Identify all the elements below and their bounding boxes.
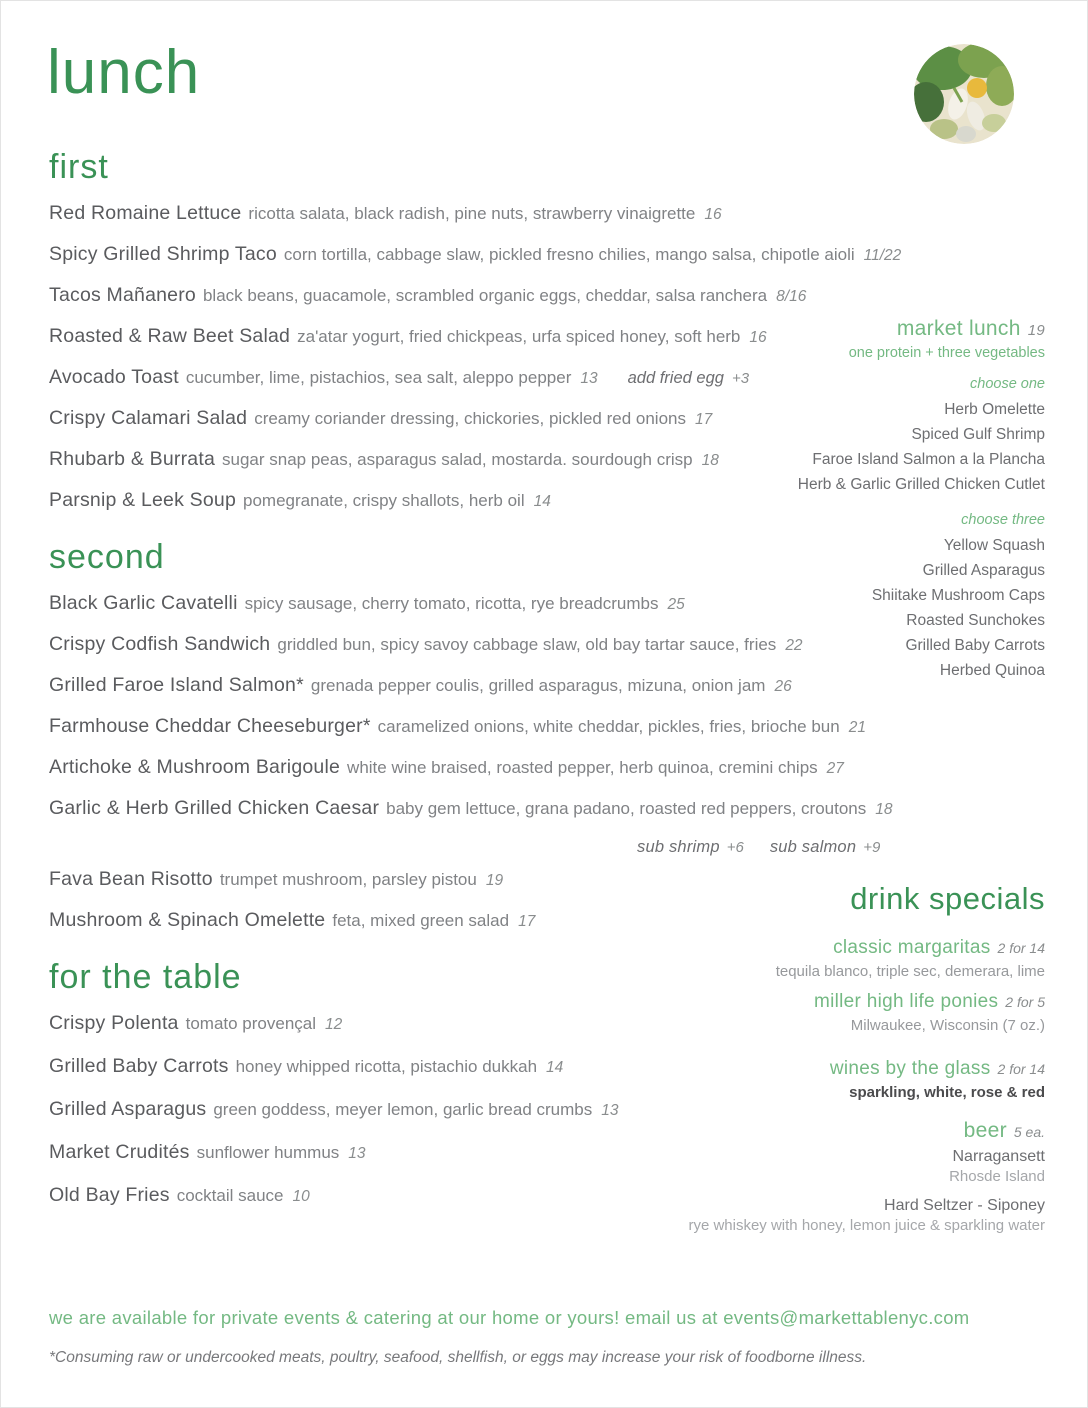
- page-title: lunch: [47, 38, 201, 107]
- item-name: Farmhouse Cheddar Cheeseburger*: [49, 715, 371, 737]
- menu-item: [49, 1011, 618, 1037]
- item-price: 11/22: [863, 247, 902, 264]
- drink-price: 2 for 14: [997, 1061, 1045, 1077]
- item-name: Fava Bean Risotto: [49, 868, 213, 890]
- vegetable-option: Grilled Asparagus: [922, 562, 1045, 579]
- market-lunch-title: market lunch: [896, 317, 1021, 340]
- item-price: 21: [848, 719, 866, 736]
- item-desc: honey whipped ricotta, pistachio dukkah: [235, 1057, 538, 1076]
- item-desc: griddled bun, spicy savoy cabbage slaw, old bay tartar sauce, fries: [277, 635, 777, 654]
- protein-option: Spiced Gulf Shrimp: [911, 426, 1045, 443]
- item-addon-label: add fried egg: [627, 369, 724, 387]
- item-desc: feta, mixed green salad: [332, 911, 510, 930]
- item-desc: cucumber, lime, pistachios, sea salt, aleppo pepper: [185, 368, 572, 387]
- section-for-the-table: [49, 957, 618, 1226]
- vegetable-option: Roasted Sunchokes: [906, 612, 1045, 629]
- item-name: Grilled Asparagus: [49, 1098, 207, 1120]
- drink-desc: Milwaukee, Wisconsin (7 oz.): [850, 1017, 1045, 1034]
- vegetable-option: Shiitake Mushroom Caps: [871, 587, 1045, 604]
- menu-item: [49, 755, 892, 781]
- catering-text: we are available for private events & catering at our home or yours! email us at: [49, 1307, 718, 1328]
- section-heading-second: second: [49, 538, 165, 576]
- item-price: 27: [826, 760, 844, 777]
- item-desc: sunflower hummus: [196, 1143, 340, 1162]
- item-desc: za'atar yogurt, fried chickpeas, urfa spiced honey, soft herb: [297, 327, 741, 346]
- item-price: 18: [701, 452, 719, 469]
- menu-item: [49, 632, 892, 658]
- substitution-options: [637, 837, 892, 858]
- menu-item: [49, 673, 892, 699]
- item-name: Crispy Polenta: [49, 1012, 179, 1034]
- menu-item: [49, 714, 892, 740]
- item-desc: green goddess, meyer lemon, garlic bread crumbs: [213, 1100, 593, 1119]
- drink-desc: sparkling, white, rose & red: [849, 1084, 1045, 1101]
- menu-item: [49, 242, 901, 268]
- item-addon-price: +3: [731, 370, 750, 387]
- item-name: Garlic & Herb Grilled Chicken Caesar: [49, 797, 380, 819]
- vegetable-option: Herbed Quinoa: [939, 662, 1045, 679]
- sub-option-label: sub shrimp: [637, 838, 720, 856]
- item-desc: baby gem lettuce, grana padano, roasted red peppers, croutons: [386, 799, 867, 818]
- beer-entry: [585, 1119, 1045, 1235]
- item-name: Grilled Baby Carrots: [49, 1055, 229, 1077]
- drink-name: wines by the glass: [829, 1058, 991, 1079]
- item-name: Avocado Toast: [49, 366, 179, 388]
- item-name: Roasted & Raw Beet Salad: [49, 325, 291, 347]
- beer-item-desc: Rhosde Island: [949, 1168, 1045, 1185]
- item-price: 10: [292, 1188, 310, 1205]
- drink-price: 2 for 5: [1005, 994, 1045, 1010]
- item-price: 18: [875, 801, 893, 818]
- protein-option: Herb Omelette: [944, 401, 1045, 418]
- sub-option-price: +6: [726, 839, 744, 856]
- item-name: Red Romaine Lettuce: [49, 202, 242, 224]
- item-desc: creamy coriander dressing, chickories, pickled red onions: [254, 409, 686, 428]
- drink-desc: tequila blanco, triple sec, demerara, lime: [775, 963, 1045, 980]
- item-price: 17: [518, 913, 536, 930]
- item-desc: corn tortilla, cabbage slaw, pickled fresno chilies, mango salsa, chipotle aioli: [283, 245, 855, 264]
- item-name: Tacos Mañanero: [49, 284, 196, 306]
- drink-entry: [585, 1058, 1045, 1103]
- item-name: Market Crudités: [49, 1141, 190, 1163]
- item-desc: cocktail sauce: [176, 1186, 284, 1205]
- item-price: 22: [785, 637, 803, 654]
- beer-item-name: Hard Seltzer - Siponey: [884, 1197, 1045, 1214]
- item-price: 13: [601, 1102, 619, 1119]
- menu-item: [49, 283, 901, 309]
- item-price: 25: [667, 596, 685, 613]
- drink-name: miller high life ponies: [813, 991, 999, 1012]
- protein-option: Herb & Garlic Grilled Chicken Cutlet: [797, 476, 1045, 493]
- market-lunch-price: 19: [1027, 322, 1045, 339]
- item-name: Mushroom & Spinach Omelette: [49, 909, 326, 931]
- choose-one-label: choose one: [970, 376, 1045, 392]
- item-name: Spicy Grilled Shrimp Taco: [49, 243, 277, 265]
- item-desc: white wine braised, roasted pepper, herb quinoa, cremini chips: [347, 758, 818, 777]
- item-name: Crispy Codfish Sandwich: [49, 633, 271, 655]
- sub-option-label: sub salmon: [769, 838, 857, 856]
- item-price: 16: [704, 206, 722, 223]
- drink-price: 2 for 14: [997, 940, 1045, 956]
- item-desc: tomato provençal: [185, 1014, 317, 1033]
- protein-option: Faroe Island Salmon a la Plancha: [812, 451, 1045, 468]
- drink-entry: [585, 991, 1045, 1036]
- item-price: 13: [348, 1145, 366, 1162]
- menu-item: [49, 1054, 618, 1080]
- vegetable-option: Yellow Squash: [943, 537, 1045, 554]
- item-desc: pomegranate, crispy shallots, herb oil: [243, 491, 525, 510]
- item-price: 17: [695, 411, 713, 428]
- menu-item: [49, 796, 892, 822]
- item-desc: spicy sausage, cherry tomato, ricotta, rye breadcrumbs: [244, 594, 659, 613]
- item-price: 26: [774, 678, 792, 695]
- drink-entry: [585, 937, 1045, 982]
- item-price: 14: [533, 493, 551, 510]
- item-name: Crispy Calamari Salad: [49, 407, 248, 429]
- consumption-warning: *Consuming raw or undercooked meats, poultry, seafood, shellfish, or eggs may increase your risk of foodborne illness.: [49, 1349, 867, 1366]
- beer-item-name: Narragansett: [952, 1148, 1045, 1165]
- item-name: Artichoke & Mushroom Barigoule: [49, 756, 341, 778]
- beer-heading: beer: [963, 1119, 1007, 1142]
- beer-price: 5 ea.: [1013, 1124, 1045, 1140]
- item-desc: grenada pepper coulis, grilled asparagus, mizuna, onion jam: [310, 676, 766, 695]
- item-name: Black Garlic Cavatelli: [49, 592, 238, 614]
- menu-item: [49, 1097, 618, 1123]
- drink-specials-panel: [585, 881, 1045, 1244]
- item-desc: black beans, guacamole, scrambled organic eggs, cheddar, salsa ranchera: [202, 286, 768, 305]
- item-name: Grilled Faroe Island Salmon*: [49, 674, 304, 696]
- table-item-list: [49, 1011, 618, 1209]
- item-price: 14: [546, 1059, 564, 1076]
- section-heading-for-the-table: for the table: [49, 958, 242, 996]
- item-price: 16: [749, 329, 767, 346]
- item-name: Rhubarb & Burrata: [49, 448, 215, 470]
- beer-item-desc: rye whiskey with honey, lemon juice & sparkling water: [688, 1217, 1045, 1234]
- item-name: Parsnip & Leek Soup: [49, 489, 237, 511]
- item-desc: ricotta salata, black radish, pine nuts, strawberry vinaigrette: [248, 204, 696, 223]
- item-name: Old Bay Fries: [49, 1184, 170, 1206]
- menu-item: [49, 201, 901, 227]
- drink-name: classic margaritas: [833, 937, 991, 958]
- vegetable-option: Grilled Baby Carrots: [905, 637, 1045, 654]
- choose-three-label: choose three: [961, 512, 1045, 528]
- sub-option-price: +9: [863, 839, 881, 856]
- item-desc: sugar snap peas, asparagus salad, mostarda. sourdough crisp: [222, 450, 693, 469]
- menu-item: [49, 1140, 618, 1166]
- item-desc: trumpet mushroom, parsley pistou: [219, 870, 477, 889]
- item-price: 13: [580, 370, 598, 387]
- email-link[interactable]: events@markettablenyc.com: [723, 1307, 970, 1328]
- menu-item: [49, 591, 892, 617]
- market-lunch-title-line: [615, 317, 1045, 341]
- drink-specials-heading: drink specials: [850, 881, 1045, 916]
- item-price: 12: [325, 1016, 343, 1033]
- item-price: 19: [485, 872, 504, 889]
- section-heading-first: first: [49, 148, 109, 186]
- market-lunch-subtitle: one protein + three vegetables: [848, 345, 1045, 361]
- item-desc: caramelized onions, white cheddar, pickles, fries, brioche bun: [377, 717, 840, 736]
- item-price: 8/16: [776, 288, 807, 305]
- vegetables-logo-icon: [914, 44, 1014, 144]
- catering-note: [49, 1307, 970, 1329]
- menu-item: [49, 1183, 618, 1209]
